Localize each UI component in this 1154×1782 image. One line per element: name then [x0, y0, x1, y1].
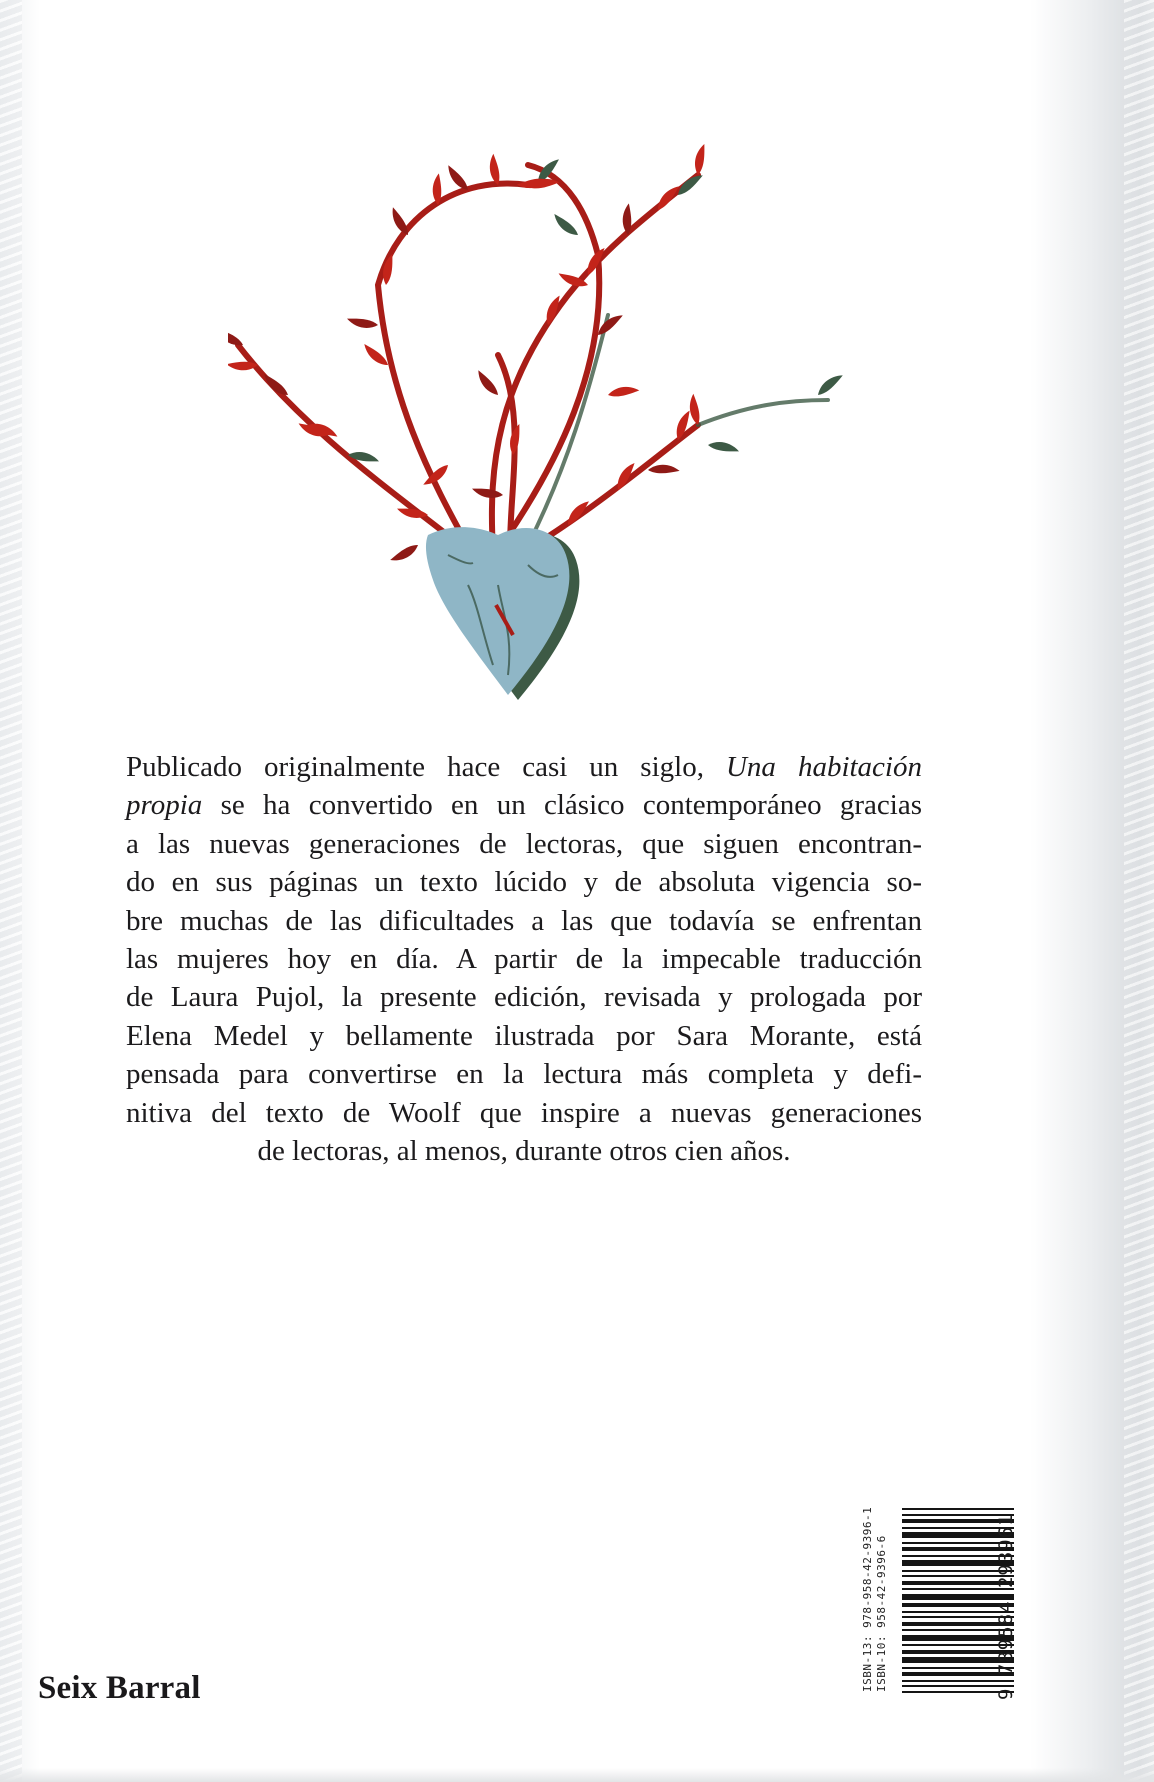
heart-with-branches-illustration — [228, 135, 848, 705]
blurb-line: Elena Medel y bellamente ilustrada por Sara Morante, está — [126, 1019, 922, 1052]
blurb-line: do en sus páginas un texto lúcido y de absoluta vigencia so- — [126, 866, 922, 899]
blurb-line: propia se ha convertido en un clásico contemporáneo gracias — [126, 789, 922, 822]
blurb-line: Publicado originalmente hace casi un siglo, Una habitación — [126, 751, 922, 783]
barcode-digits: 9 789584 293961 — [995, 1513, 1017, 1700]
publisher-logo: Seix Barral — [38, 1670, 201, 1706]
blurb-line: nitiva del texto de Woolf que inspire a nuevas generaciones — [126, 1096, 922, 1129]
isbn10-label: ISBN-10: 958-42-9396-6 — [875, 1535, 888, 1692]
blurb-paragraph — [126, 748, 922, 1170]
shrink-wrap-edge-left — [0, 0, 22, 1782]
blurb-line: de lectoras, al menos, durante otros cien años. — [257, 1135, 791, 1168]
blurb-line: las mujeres hoy en día. A partir de la impecable traducción — [126, 943, 922, 976]
blurb-line: a las nuevas generaciones de lectoras, que siguen encontran- — [126, 827, 922, 860]
blurb-line: de Laura Pujol, la presente edición, revisada y prologada por — [126, 981, 922, 1014]
shrink-wrap-edge-right — [1124, 0, 1154, 1782]
isbn-barcode — [855, 1500, 1015, 1700]
blurb-line: pensada para convertirse en la lectura más completa y defi- — [126, 1058, 922, 1091]
isbn13-label: ISBN-13: 978-958-42-9396-1 — [861, 1506, 874, 1692]
blurb-line: bre muchas de las dificultades a las que todavía se enfrentan — [126, 904, 922, 937]
